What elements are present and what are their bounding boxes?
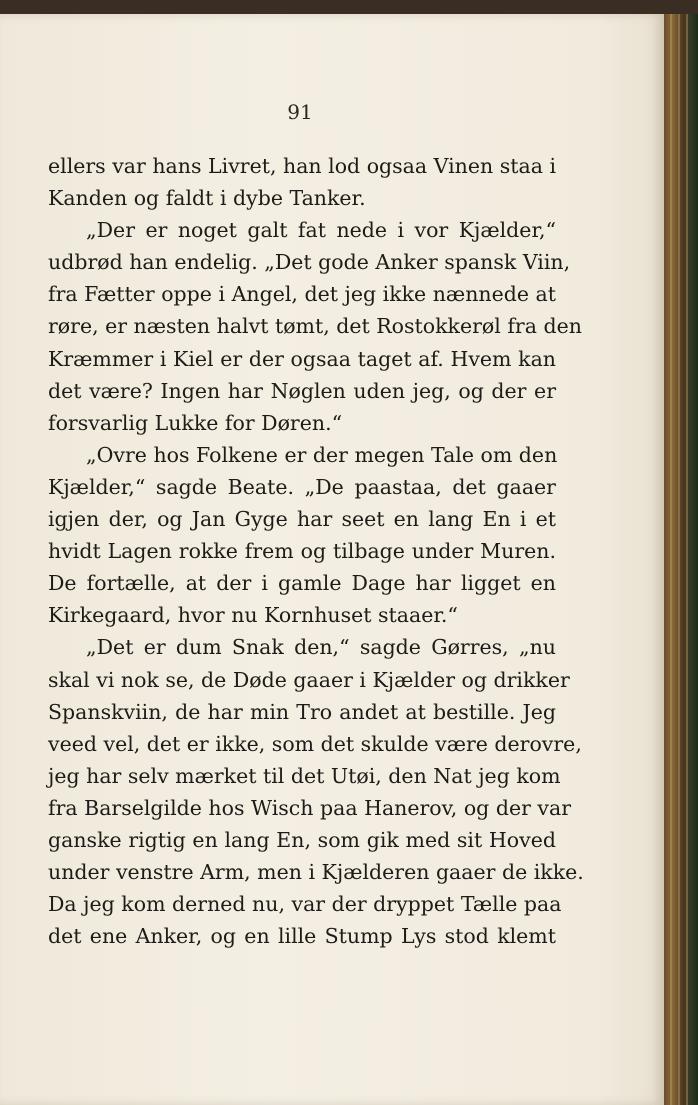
- text-line: det være? Ingen har Nøglen uden jeg, og der er: [48, 378, 556, 403]
- text-line: det ene Anker, og en lille Stump Lys stod klemt: [48, 924, 556, 949]
- text-line: „Det er dum Snak den,“ sagde Gørres, „nu: [86, 635, 556, 660]
- page-edge: [664, 14, 698, 1105]
- text-line: fra Barselgilde hos Wisch paa Hanerov, og der var: [48, 795, 571, 820]
- text-line: udbrød han endelig. „Det gode Anker spansk Viin,: [48, 250, 571, 275]
- text-line: Spanskviin, de har min Tro andet at bestille. Jeg: [48, 699, 556, 724]
- text-line: forsvarlig Lukke for Døren.“: [48, 410, 343, 435]
- text-line: skal vi nok se, de Døde gaaer i Kjælder og drikker: [48, 667, 570, 692]
- text-line: jeg har selv mærket til det Utøi, den Nat jeg kom: [48, 763, 561, 788]
- text-line: igjen der, og Jan Gyge har seet en lang En i et: [48, 507, 556, 532]
- text-line: ganske rigtig en lang En, som gik med sit Hoved: [48, 827, 556, 852]
- text-line: Da jeg kom derned nu, var der dryppet Tælle paa: [48, 892, 562, 917]
- text-line: hvidt Lagen rokke frem og tilbage under Muren.: [48, 539, 556, 564]
- body-text: [48, 150, 584, 952]
- text-line: Kanden og faldt i dybe Tanker.: [48, 186, 366, 211]
- text-line: fra Fætter oppe i Angel, det jeg ikke nænnede at: [48, 282, 556, 307]
- text-line: Kirkegaard, hvor nu Kornhuset staaer.“: [48, 603, 458, 628]
- text-line: under venstre Arm, men i Kjælderen gaaer de ikke.: [48, 860, 584, 885]
- text-line: „Ovre hos Folkene er der megen Tale om den: [86, 442, 558, 467]
- text-line: røre, er næsten halvt tømt, det Rostokkerøl fra den: [48, 314, 582, 339]
- page-number: 91: [287, 100, 313, 124]
- text-line: De fortælle, at der i gamle Dage har ligget en: [48, 571, 556, 596]
- text-line: Kræmmer i Kiel er der ogsaa taget af. Hvem kan: [48, 346, 556, 371]
- text-line: veed vel, det er ikke, som det skulde være derovre,: [48, 731, 582, 756]
- text-line: Kjælder,“ sagde Beate. „De paastaa, det gaaer: [48, 474, 556, 499]
- text-line: ellers var hans Livret, han lod ogsaa Vinen staa i: [48, 154, 556, 178]
- text-line: „Der er noget galt fat nede i vor Kjælder,“: [86, 218, 556, 243]
